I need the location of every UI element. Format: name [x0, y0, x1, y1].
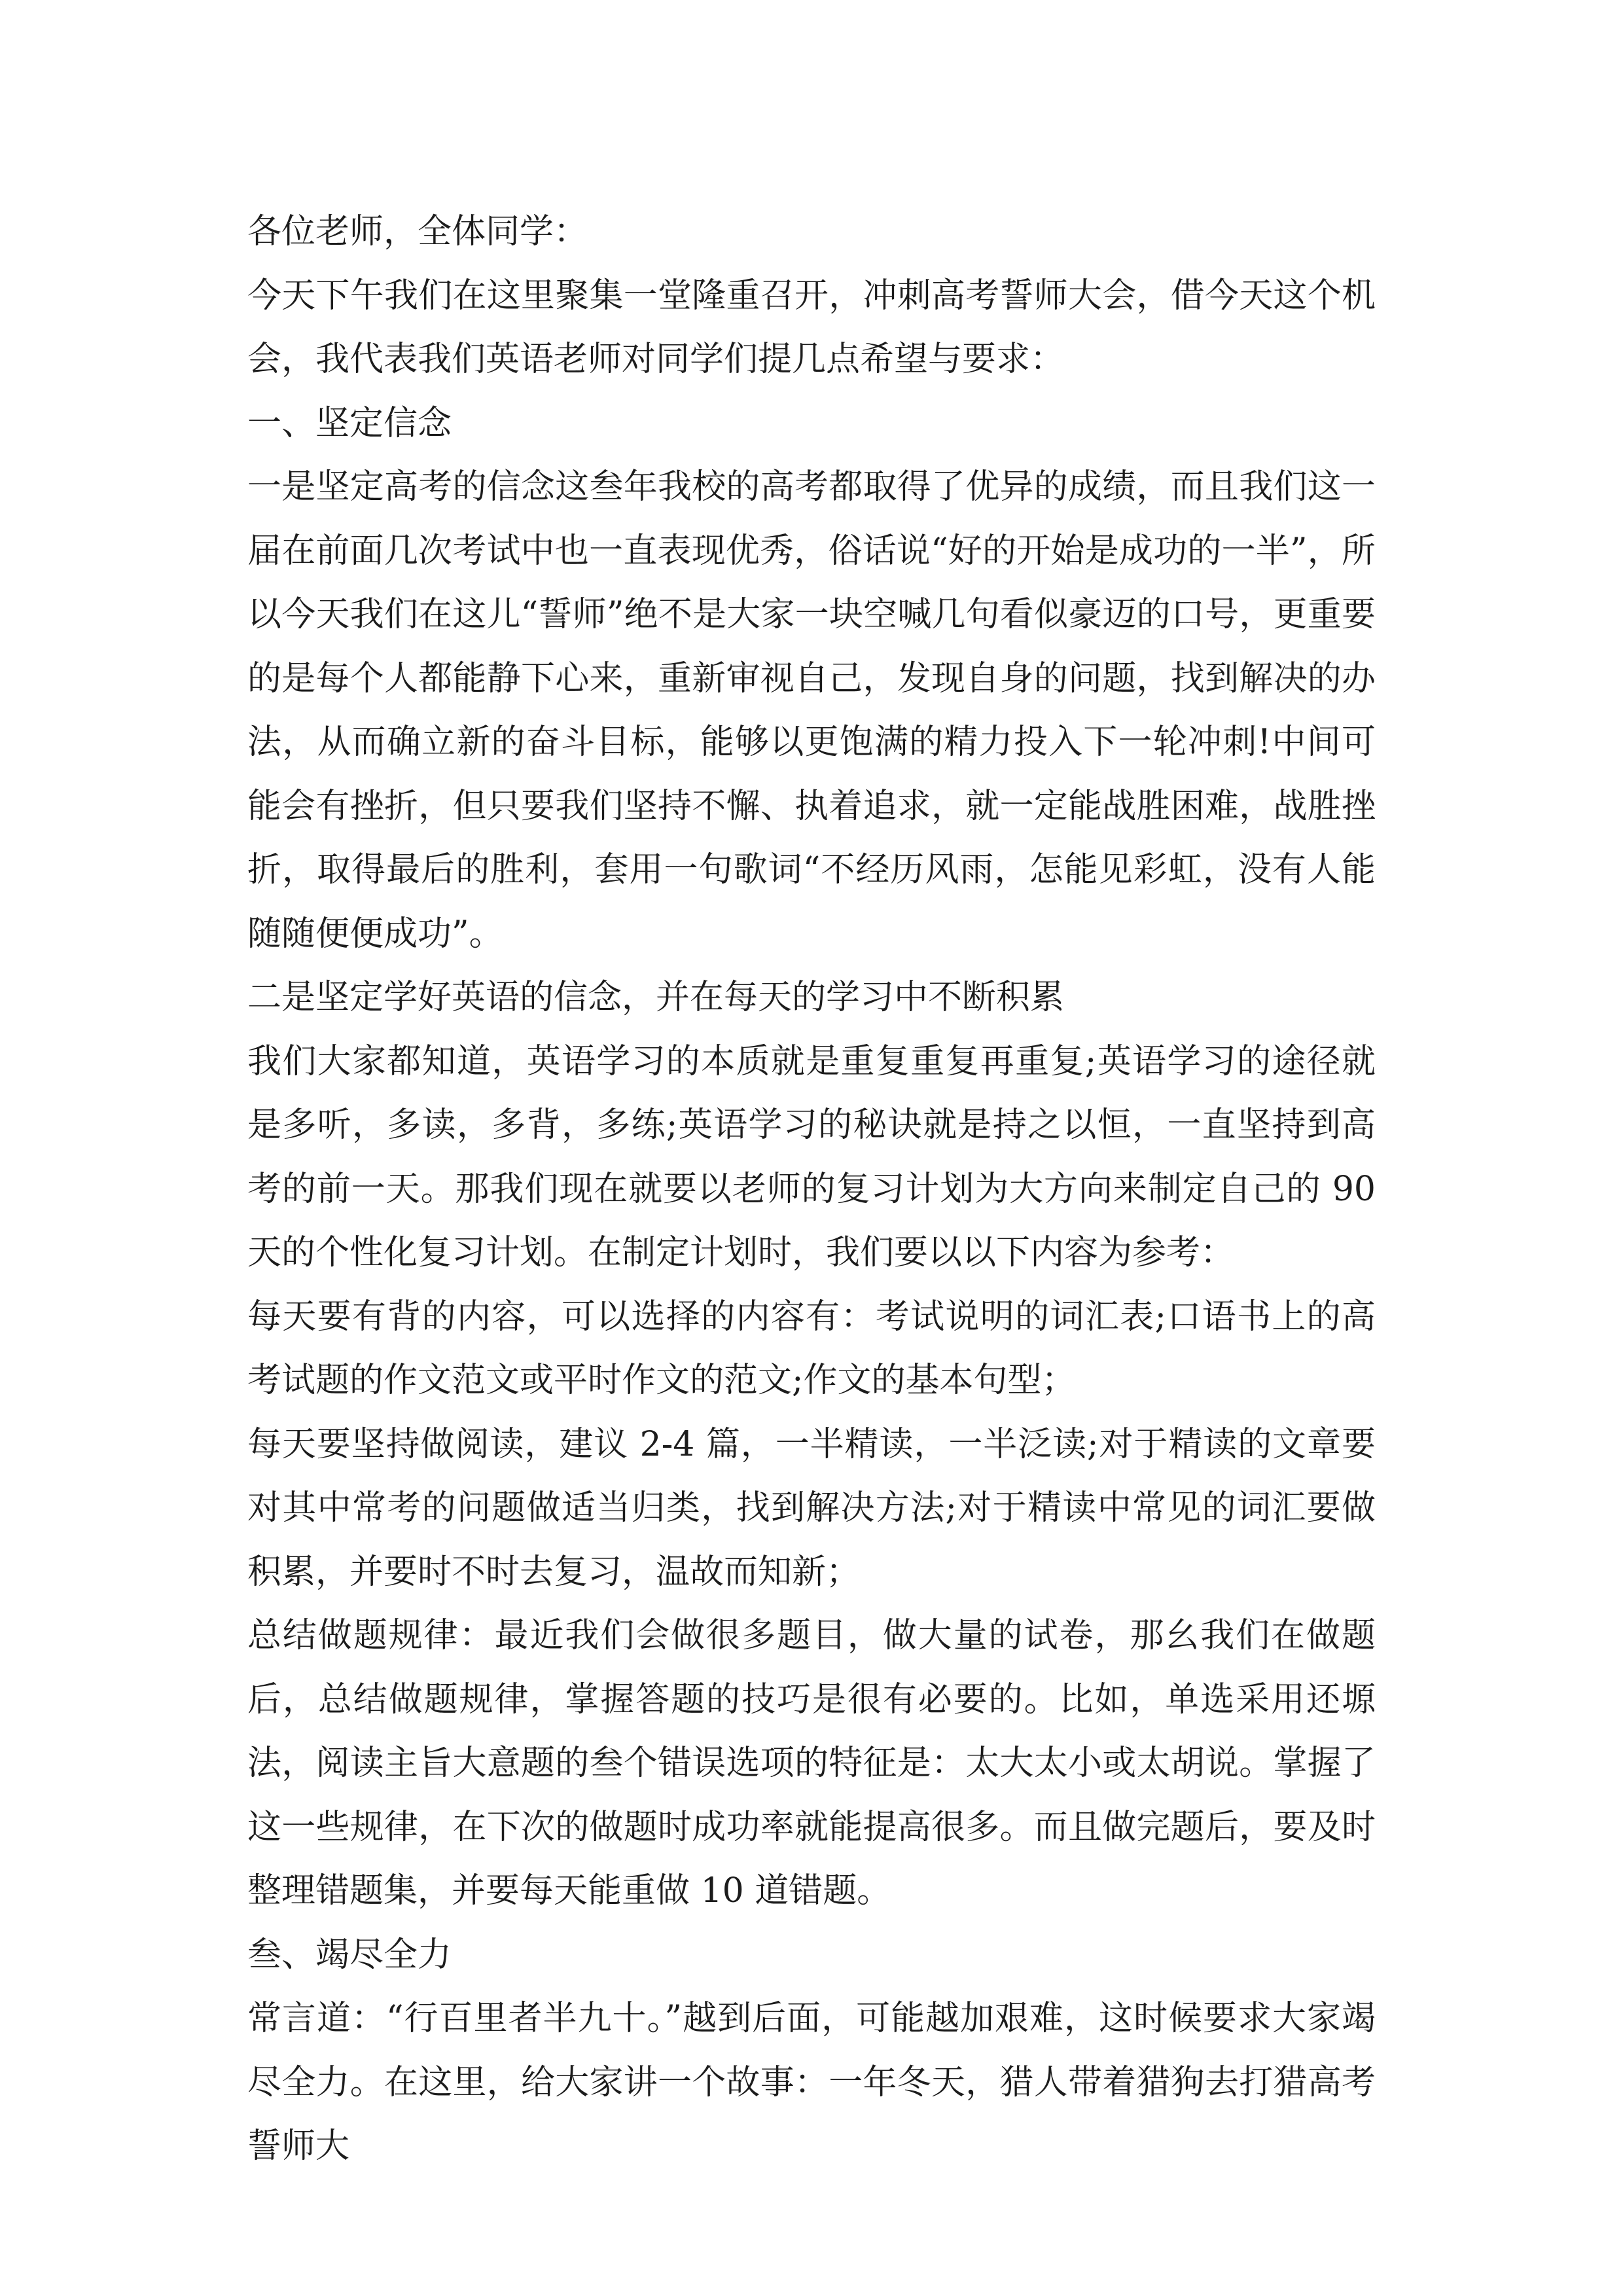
- body-paragraph: 每天要坚持做阅读，建议 2-4 篇，一半精读，一半泛读;对于精读的文章要对其中常考的问题做适当归类，找到解决方法;对于精读中常见的词汇要做积累，并要时不时去复习，温故而知新；: [247, 1424, 1376, 1592]
- body-paragraph: 一是坚定高考的信念这叁年我校的高考都取得了优异的成绩，而且我们这一届在前面几次考试中也一直表现优秀，俗话说“好的开始是成功的一半”，所以今天我们在这儿“誓师”绝不是大家一块空喊几句看似豪迈的口号，更重要的是每个人都能静下心来，重新审视自己，发现自身的问题，找到解决的办法，从而确立新的奋斗目标，能够以更饱满的精力投入下一轮冲刺!中间可能会有挫折，但只要我们坚持不懈、执着追求，就一定能战胜困难，战胜挫折，取得最后的胜利，套用一句歌词“不经历风雨，怎能见彩虹，没有人能随随便便成功”。: [247, 467, 1376, 954]
- subheading: 二是坚定学好英语的信念，并在每天的学习中不断积累: [247, 978, 1065, 1017]
- document-body: [247, 200, 1376, 2179]
- section-heading-1: 一、坚定信念: [247, 403, 452, 443]
- opening-paragraph: 今天下午我们在这里聚集一堂隆重召开，冲刺高考誓师大会，借今天这个机会，我代表我们英语老师对同学们提几点希望与要求：: [247, 276, 1376, 379]
- section-heading-3: 叁、竭尽全力: [247, 1935, 452, 1975]
- body-paragraph: 我们大家都知道，英语学习的本质就是重复重复再重复;英语学习的途径就是多听，多读，多背，多练;英语学习的秘诀就是持之以恒，一直坚持到高考的前一天。那我们现在就要以老师的复习计划为大方向来制定自己的 90 天的个性化复习计划。在制定计划时，我们要以以下内容为参考：: [247, 1041, 1376, 1272]
- body-paragraph: 总结做题规律：最近我们会做很多题目，做大量的试卷，那幺我们在做题后，总结做题规律，掌握答题的技巧是很有必要的。比如，单选采用还塬法，阅读主旨大意题的叁个错误选项的特征是：太大太小或太胡说。掌握了这一些规律，在下次的做题时成功率就能提高很多。而且做完题后，要及时整理错题集，并要每天能重做 10 道错题。: [247, 1616, 1376, 1910]
- body-paragraph: 每天要有背的内容，可以选择的内容有：考试说明的词汇表;口语书上的高考试题的作文范文或平时作文的范文;作文的基本句型；: [247, 1297, 1376, 1400]
- body-paragraph: 常言道：“行百里者半九十。”越到后面，可能越加艰难，这时候要求大家竭尽全力。在这里，给大家讲一个故事：一年冬天，猎人带着猎狗去打猎高考誓师大: [247, 1999, 1376, 2166]
- salutation: 各位老师，全体同学：: [247, 212, 588, 251]
